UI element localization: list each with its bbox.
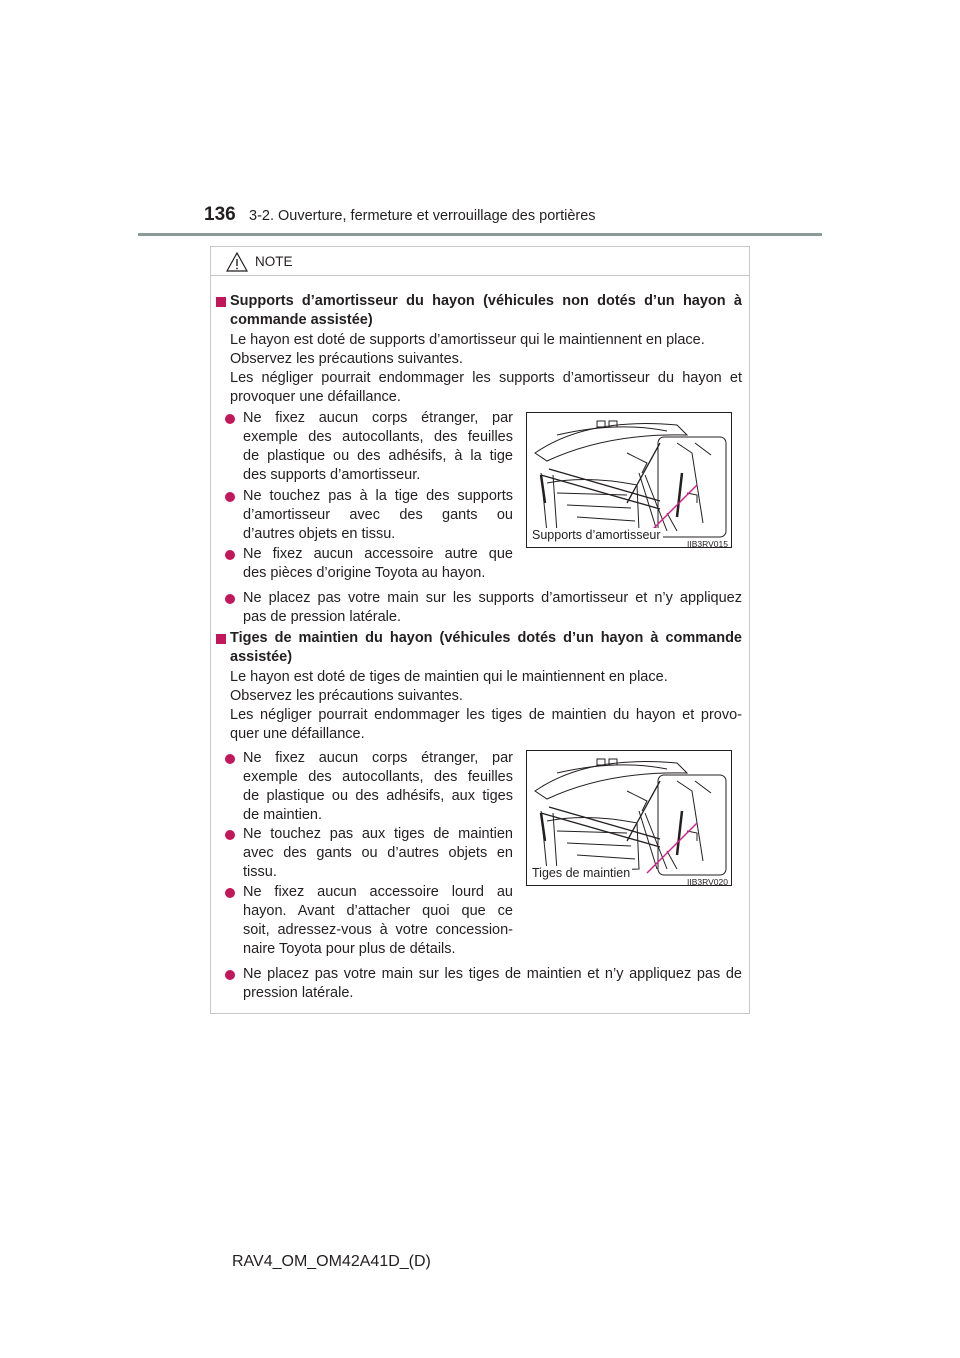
s2-b1-line1: Ne fixez aucun corps étranger, par [243, 750, 513, 766]
s1-b1-line2: exemple des autocollants, des feuilles [243, 429, 513, 445]
header-rule [138, 233, 822, 236]
s2-b2-line1: Ne touchez pas aux tiges de maintien [243, 826, 513, 842]
s2-b4-line1: Ne placez pas votre main sur les tiges de maintien et n’y appliquez pas de [243, 966, 742, 982]
s1-title-line1: Supports d’amortisseur du hayon (véhicules non dotés d’un hayon à [230, 293, 742, 309]
s2-b3-line3: soit, adressez-vous à votre concession- [243, 922, 513, 938]
s1-paragraph-2: Observez les précautions suivantes. [230, 351, 463, 367]
note-label: NOTE [255, 254, 293, 269]
bullet-dot [225, 888, 235, 898]
s1-b2-line3: d’autres objets en tissu. [243, 526, 396, 542]
s1-paragraph-3-line1: Les négliger pourrait endommager les supports d’amortisseur du hayon et [230, 370, 742, 386]
figure-support-rods [526, 750, 732, 886]
bullet-dot [225, 550, 235, 560]
s1-b4-line2: pas de pression latérale. [243, 609, 401, 625]
s1-b3-line2: des pièces d’origine Toyota au hayon. [243, 565, 486, 581]
s1-paragraph-3-line2: provoquer une défaillance. [230, 389, 401, 405]
bullet-dot [225, 830, 235, 840]
s1-b3-line1: Ne fixez aucun accessoire autre que [243, 546, 513, 562]
figure-code: IIB3RV015 [687, 539, 728, 548]
s2-b3-line2: hayon. Avant d’attacher quoi que ce [243, 903, 513, 919]
s1-paragraph-1: Le hayon est doté de supports d’amortisseur qui le maintiennent en place. [230, 332, 705, 348]
figure-caption: Tiges de maintien [532, 866, 631, 880]
s1-title-line2: commande assistée) [230, 312, 373, 328]
s2-b4-line2: pression latérale. [243, 985, 354, 1001]
bullet-dot [225, 754, 235, 764]
bullet-dot [225, 970, 235, 980]
s1-b2-line2: d’amortisseur avec des gants ou [243, 507, 513, 523]
section-title: 3-2. Ouverture, fermeture et verrouillage des portières [249, 208, 596, 224]
s2-paragraph-2: Observez les précautions suivantes. [230, 688, 463, 704]
s2-b2-line3: tissu. [243, 864, 277, 880]
section-bullet-square [216, 634, 226, 644]
s2-title-line1: Tiges de maintien du hayon (véhicules dotés d’un hayon à commande [230, 630, 742, 646]
bullet-dot [225, 594, 235, 604]
warning-triangle-icon [226, 252, 248, 272]
footer-doc-id: RAV4_OM_OM42A41D_(D) [232, 1253, 431, 1270]
s2-b1-line2: exemple des autocollants, des feuilles [243, 769, 513, 785]
s2-paragraph-1: Le hayon est doté de tiges de maintien qui le maintiennent en place. [230, 669, 668, 685]
s2-b3-line4: naire Toyota pour plus de détails. [243, 941, 456, 957]
s2-b1-line3: de plastique ou des adhésifs, aux tiges [243, 788, 513, 804]
s2-b2-line2: avec des gants ou d’autres objets en [243, 845, 513, 861]
s1-b1-line1: Ne fixez aucun corps étranger, par [243, 410, 513, 426]
page-number: 136 [204, 204, 236, 225]
s1-b4-line1: Ne placez pas votre main sur les supports d’amortisseur et n’y appliquez [243, 590, 742, 606]
s2-title-line2: assistée) [230, 649, 293, 665]
s2-paragraph-3-line1: Les négliger pourrait endommager les tiges de maintien du hayon et provo- [230, 707, 742, 723]
bullet-dot [225, 492, 235, 502]
s1-b1-line4: des supports d’amortisseur. [243, 467, 421, 483]
s2-b3-line1: Ne fixez aucun accessoire lourd au [243, 884, 513, 900]
s1-b1-line3: de plastique ou des adhésifs, à la tige [243, 448, 513, 464]
figure-shock-supports [526, 412, 732, 548]
section-bullet-square [216, 297, 226, 307]
figure-code: IIB3RV020 [687, 877, 728, 886]
s1-b2-line1: Ne touchez pas à la tige des supports [243, 488, 513, 504]
s2-paragraph-3-line2: quer une défaillance. [230, 726, 365, 742]
s2-b1-line4: de maintien. [243, 807, 322, 823]
bullet-dot [225, 414, 235, 424]
figure-caption: Supports d’amortisseur [532, 528, 661, 542]
